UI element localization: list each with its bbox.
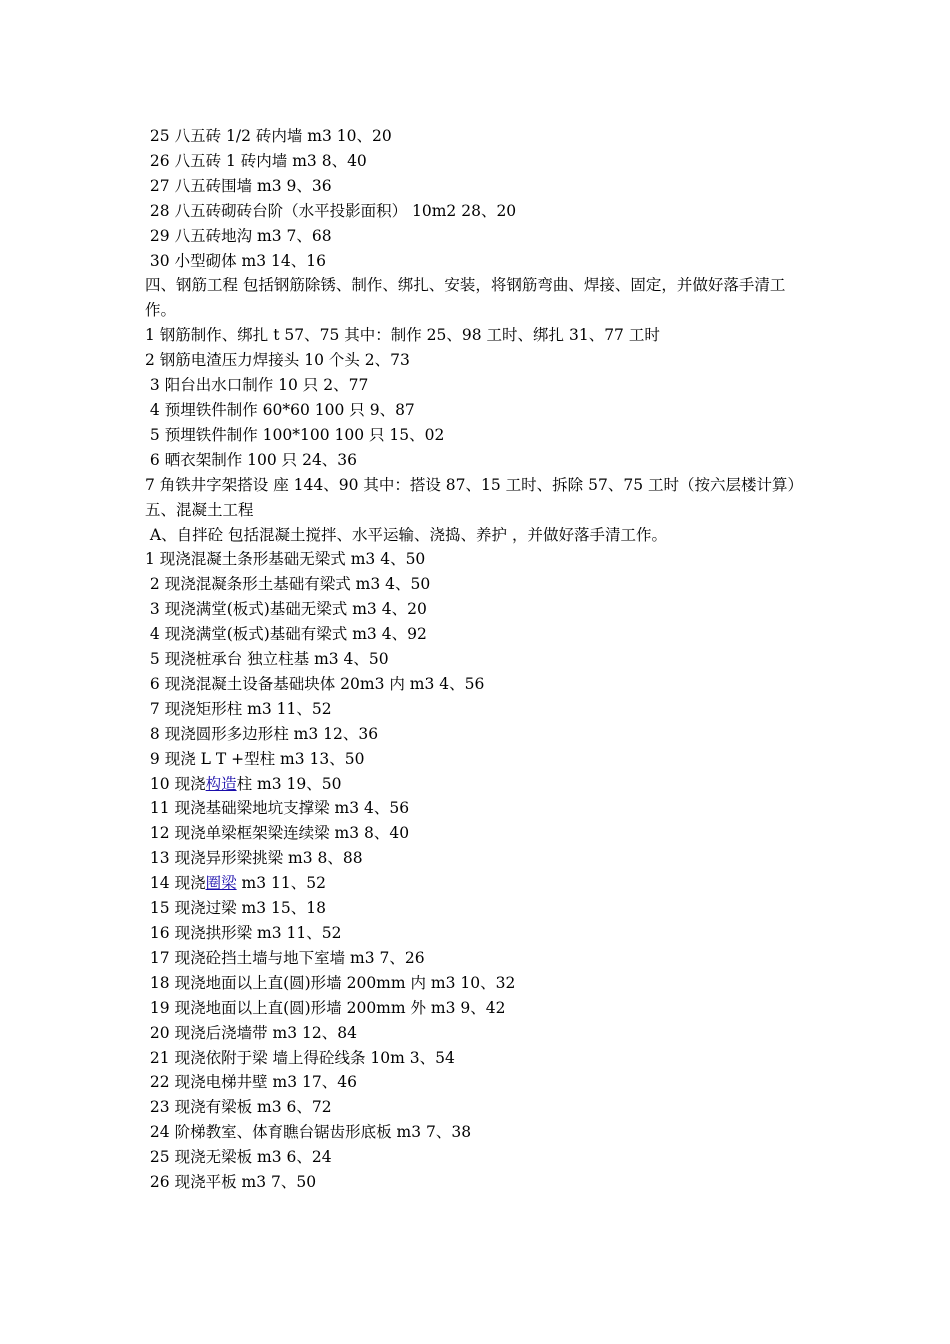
line-text: 16 现浇拱形梁 m3 11、52 bbox=[145, 924, 342, 942]
text-line bbox=[145, 273, 813, 323]
text-line bbox=[145, 448, 813, 473]
text-line bbox=[145, 323, 813, 348]
inline-link[interactable]: 构造 bbox=[205, 774, 237, 793]
text-line bbox=[145, 249, 813, 274]
text-line bbox=[145, 1145, 813, 1170]
text-line bbox=[145, 796, 813, 821]
line-text: A、自拌砼 包括混凝土搅拌、水平运输、浇捣、养护 ，并做好落手清工作。 bbox=[145, 525, 667, 544]
text-line bbox=[145, 996, 813, 1021]
text-line bbox=[145, 1170, 813, 1195]
text-line bbox=[145, 597, 813, 622]
line-text: 四、钢筋工程 包括钢筋除锈、制作、绑扎、安装，将钢筋弯曲、焊接、固定，并做好落手清工作。 bbox=[145, 276, 786, 320]
line-text: 23 现浇有梁板 m3 6、72 bbox=[145, 1098, 332, 1117]
line-text-before-link: 10 现浇 bbox=[145, 774, 206, 793]
text-line bbox=[145, 348, 813, 373]
text-line bbox=[145, 124, 813, 149]
line-text: 4 现浇满堂(板式)基础有梁式 m3 4、92 bbox=[145, 625, 427, 644]
line-text: 18 现浇地面以上直(圆)形墙 200mm 内 m3 10、32 bbox=[145, 973, 516, 992]
line-text: 24 阶梯教室、体育瞧台锯齿形底板 m3 7、38 bbox=[145, 1123, 472, 1142]
line-text: 30 小型砌体 m3 14、16 bbox=[145, 251, 326, 270]
inline-link[interactable]: 圈梁 bbox=[205, 874, 237, 893]
line-text-after-link: m3 11、52 bbox=[236, 874, 326, 893]
text-line bbox=[145, 174, 813, 199]
text-line bbox=[145, 647, 813, 672]
line-text: 22 现浇电梯井壁 m3 17、46 bbox=[145, 1073, 357, 1092]
text-line bbox=[145, 772, 813, 797]
line-text: 29 八五砖地沟 m3 7、68 bbox=[145, 226, 332, 245]
line-text: 12 现浇单梁框架梁连续梁 m3 8、40 bbox=[145, 824, 410, 843]
line-text: 2 钢筋电渣压力焊接头 10 个头 2、73 bbox=[145, 351, 410, 370]
line-text: 28 八五砖砌砖台阶（水平投影面积） 10m2 28、20 bbox=[145, 201, 517, 220]
text-line bbox=[145, 1095, 813, 1120]
text-line bbox=[145, 1120, 813, 1145]
line-text: 15 现浇过梁 m3 15、18 bbox=[145, 899, 326, 918]
text-line bbox=[145, 672, 813, 697]
text-line bbox=[145, 373, 813, 398]
text-line bbox=[145, 921, 813, 946]
line-text: 17 现浇砼挡土墙与地下室墙 m3 7、26 bbox=[145, 948, 425, 967]
line-text: 6 晒衣架制作 100 只 24、36 bbox=[145, 450, 358, 469]
text-line bbox=[145, 473, 813, 498]
line-text: 8 现浇圆形多边形柱 m3 12、36 bbox=[145, 724, 379, 743]
text-line bbox=[145, 946, 813, 971]
line-text: 6 现浇混凝土设备基础块体 20m3 内 m3 4、56 bbox=[145, 674, 485, 693]
line-text: 26 八五砖 1 砖内墙 m3 8、40 bbox=[145, 151, 367, 170]
line-text: 4 预埋铁件制作 60*60 100 只 9、87 bbox=[145, 400, 415, 419]
line-text-before-link: 14 现浇 bbox=[145, 874, 206, 893]
line-text: 19 现浇地面以上直(圆)形墙 200mm 外 m3 9、42 bbox=[145, 998, 506, 1017]
text-line bbox=[145, 697, 813, 722]
line-text: 7 现浇矩形柱 m3 11、52 bbox=[145, 699, 332, 718]
text-line bbox=[145, 1046, 813, 1071]
line-text: 27 八五砖围墙 m3 9、36 bbox=[145, 176, 332, 195]
text-line bbox=[145, 199, 813, 224]
text-line bbox=[145, 846, 813, 871]
text-line bbox=[145, 498, 813, 523]
line-text: 25 现浇无梁板 m3 6、24 bbox=[145, 1148, 332, 1167]
line-text: 2 现浇混凝条形土基础有梁式 m3 4、50 bbox=[145, 575, 431, 594]
text-line bbox=[145, 523, 813, 548]
text-line bbox=[145, 547, 813, 572]
text-line bbox=[145, 423, 813, 448]
line-text: 3 现浇满堂(板式)基础无梁式 m3 4、20 bbox=[145, 600, 427, 619]
line-text: 1 现浇混凝土条形基础无梁式 m3 4、50 bbox=[145, 550, 426, 569]
line-text: 五、混凝土工程 bbox=[145, 500, 254, 519]
text-line bbox=[145, 1021, 813, 1046]
line-text: 1 钢筋制作、绑扎 t 57、75 其中：制作 25、98 工时、绑扎 31、77 工时 bbox=[145, 326, 660, 345]
text-line bbox=[145, 622, 813, 647]
text-line bbox=[145, 896, 813, 921]
text-line bbox=[145, 821, 813, 846]
text-line bbox=[145, 149, 813, 174]
text-line bbox=[145, 971, 813, 996]
line-text: 11 现浇基础梁地坑支撑梁 m3 4、56 bbox=[145, 799, 410, 818]
text-line bbox=[145, 572, 813, 597]
line-text: 21 现浇依附于梁 墙上得砼线条 10m 3、54 bbox=[145, 1048, 455, 1067]
line-text: 3 阳台出水口制作 10 只 2、77 bbox=[145, 376, 369, 395]
line-text: 26 现浇平板 m3 7、50 bbox=[145, 1173, 317, 1192]
line-text: 5 预埋铁件制作 100*100 100 只 15、02 bbox=[145, 425, 445, 444]
text-line bbox=[145, 747, 813, 772]
document-body bbox=[145, 124, 813, 1195]
line-text-after-link: 柱 m3 19、50 bbox=[236, 774, 342, 793]
text-line bbox=[145, 1070, 813, 1095]
line-text: 25 八五砖 1/2 砖内墙 m3 10、20 bbox=[145, 127, 392, 145]
text-line bbox=[145, 224, 813, 249]
text-line bbox=[145, 871, 813, 896]
line-text: 20 现浇后浇墙带 m3 12、84 bbox=[145, 1023, 357, 1042]
line-text: 5 现浇桩承台 独立柱基 m3 4、50 bbox=[145, 650, 389, 669]
line-text: 9 现浇 L T +型柱 m3 13、50 bbox=[145, 749, 365, 768]
line-text: 13 现浇异形梁挑梁 m3 8、88 bbox=[145, 849, 363, 868]
text-line bbox=[145, 722, 813, 747]
line-text: 7 角铁井字架搭设 座 144、90 其中：搭设 87、15 工时、拆除 57、75 工时（按六层楼计算） bbox=[145, 475, 803, 494]
text-line bbox=[145, 398, 813, 423]
